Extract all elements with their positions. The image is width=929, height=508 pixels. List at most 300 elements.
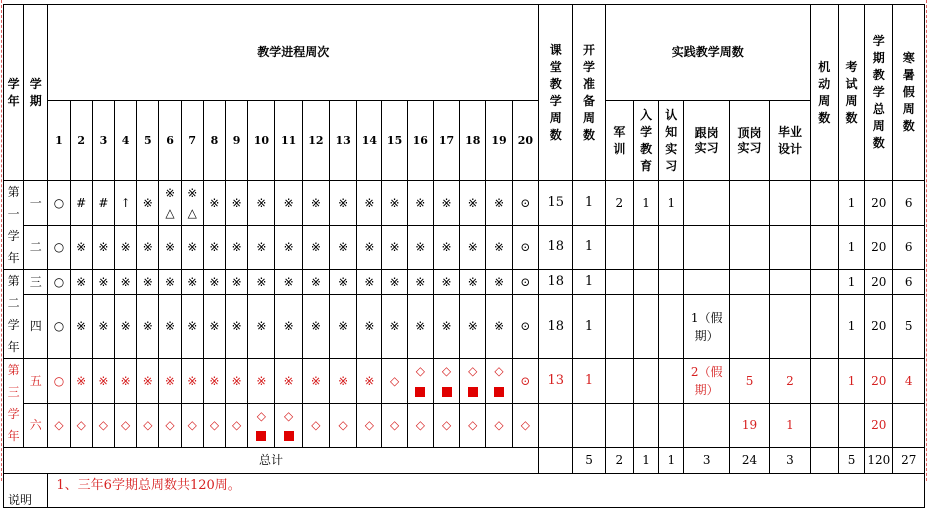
total-follow-post: 3 xyxy=(684,448,729,474)
term-graduation xyxy=(770,295,810,359)
week-symbol: ※ xyxy=(256,373,267,388)
week-symbol: ※ xyxy=(98,373,109,388)
week-cell xyxy=(302,181,329,226)
week-symbol: ◇ xyxy=(389,373,400,388)
week-cell xyxy=(433,295,459,359)
red-square-marker xyxy=(256,431,266,441)
term-top-post xyxy=(729,225,769,270)
totals-row xyxy=(4,448,925,474)
week-cell xyxy=(486,225,512,270)
term-prep: 1 xyxy=(573,225,605,270)
term-follow-post xyxy=(684,181,729,226)
week-symbol: ○ xyxy=(53,274,65,289)
term-cognition xyxy=(659,359,684,404)
week-cell xyxy=(433,270,459,295)
term-name: 四 xyxy=(24,295,48,359)
term-orientation xyxy=(633,225,658,270)
week-symbol: ※ xyxy=(283,319,294,334)
notes-row xyxy=(4,474,925,508)
week-symbol: ※ xyxy=(364,319,375,334)
year-char: 第 xyxy=(7,274,20,288)
term-class-weeks: 18 xyxy=(539,295,573,359)
week-cell xyxy=(302,225,329,270)
week-symbol: ※ xyxy=(415,319,426,334)
week-symbol: ※ xyxy=(338,373,349,388)
header-orientation: 入学教育 xyxy=(633,101,658,181)
week-cell xyxy=(248,359,275,404)
week-cell xyxy=(226,225,248,270)
week-cell xyxy=(357,359,382,404)
week-symbol: ⊙ xyxy=(520,319,531,334)
week-symbol: ※ xyxy=(142,373,153,388)
term-orientation xyxy=(633,270,658,295)
week-cell xyxy=(115,295,137,359)
week-cell xyxy=(275,225,302,270)
week-symbol: # xyxy=(98,195,109,210)
week-number: 13 xyxy=(329,101,356,181)
week-symbol: ※ xyxy=(493,319,505,334)
week-symbol: ※ xyxy=(231,240,242,255)
term-total: 20 xyxy=(865,295,893,359)
term-exam: 1 xyxy=(838,181,864,226)
week-symbol: ※ xyxy=(441,319,452,334)
week-cell xyxy=(70,295,92,359)
term-prep: 1 xyxy=(573,295,605,359)
term-military: 2 xyxy=(605,181,633,226)
week-cell xyxy=(159,225,181,270)
week-cell xyxy=(181,270,203,295)
week-cell xyxy=(486,359,512,404)
week-cell xyxy=(382,270,407,295)
week-symbol: ◇ xyxy=(283,408,294,423)
week-symbol: ※ xyxy=(164,373,176,388)
term-vacation xyxy=(893,404,925,448)
year-label xyxy=(4,359,24,448)
term-military xyxy=(605,225,633,270)
week-symbol: ※ xyxy=(310,274,321,289)
notes-text: 1、三年6学期总周数共120周。 xyxy=(48,474,925,508)
header-graduation: 毕业设计 xyxy=(770,101,810,181)
week-cell xyxy=(329,359,356,404)
term-row xyxy=(4,270,925,295)
header-vacation: 寒暑假周数 xyxy=(893,5,925,181)
term-flex xyxy=(810,270,838,295)
term-graduation xyxy=(770,270,810,295)
term-vacation: 4 xyxy=(893,359,925,404)
term-row xyxy=(4,359,925,404)
term-row xyxy=(4,225,925,270)
week-cell xyxy=(70,270,92,295)
total-cognition: 1 xyxy=(659,448,684,474)
term-vacation: 6 xyxy=(893,225,925,270)
term-graduation: 1 xyxy=(770,404,810,448)
week-cell xyxy=(92,295,114,359)
week-number: 2 xyxy=(70,101,92,181)
week-cell xyxy=(137,270,159,295)
week-symbol: ※ xyxy=(283,373,294,388)
week-cell xyxy=(512,225,538,270)
term-military xyxy=(605,404,633,448)
term-class-weeks: 13 xyxy=(539,359,573,404)
week-symbol: ※ xyxy=(164,274,176,289)
week-symbol: ※ xyxy=(389,240,400,255)
week-cell xyxy=(203,270,225,295)
term-name: 六 xyxy=(24,404,48,448)
week-cell xyxy=(486,181,512,226)
week-symbol: ◇ xyxy=(54,418,64,433)
week-cell xyxy=(275,295,302,359)
week-cell xyxy=(512,181,538,226)
week-symbol: ◇ xyxy=(256,408,266,423)
week-symbol: ※ xyxy=(209,319,220,334)
week-symbol: ※ xyxy=(164,185,176,200)
year-char: 年 xyxy=(7,251,20,265)
week-cell xyxy=(512,295,538,359)
year-char: 三 xyxy=(7,385,20,399)
total-top-post: 24 xyxy=(729,448,769,474)
week-cell xyxy=(329,270,356,295)
week-symbol: ※ xyxy=(256,274,267,289)
week-symbol: ※ xyxy=(467,240,478,255)
week-cell xyxy=(203,359,225,404)
year-char: 学 xyxy=(7,229,20,243)
week-cell xyxy=(275,270,302,295)
week-cell xyxy=(115,404,137,448)
week-cell xyxy=(407,295,433,359)
week-cell xyxy=(115,181,137,226)
term-flex xyxy=(810,225,838,270)
week-number: 6 xyxy=(159,101,181,181)
week-symbol: ◇ xyxy=(121,418,131,433)
week-symbol: ※ xyxy=(98,319,109,334)
week-symbol: ※ xyxy=(231,274,242,289)
term-name: 一 xyxy=(24,181,48,226)
week-cell xyxy=(92,181,114,226)
header-progress: 教学进程周次 xyxy=(48,5,539,101)
week-cell xyxy=(357,181,382,226)
term-exam: 1 xyxy=(838,295,864,359)
week-cell xyxy=(329,181,356,226)
header-flex: 机动周数 xyxy=(810,5,838,181)
week-symbol: ◇ xyxy=(415,418,425,433)
total-vacation: 27 xyxy=(893,448,925,474)
week-cell xyxy=(407,225,433,270)
week-symbol: ※ xyxy=(338,195,349,210)
red-square-marker xyxy=(442,387,452,397)
week-symbol: ※ xyxy=(364,195,375,210)
term-total: 20 xyxy=(865,225,893,270)
week-symbol: ※ xyxy=(493,195,505,210)
header-practice: 实践教学周数 xyxy=(605,5,810,101)
week-cell xyxy=(357,404,382,448)
header-total-weeks: 学期教学总周数 xyxy=(865,5,893,181)
total-flex xyxy=(810,448,838,474)
week-cell xyxy=(382,404,407,448)
week-symbol: ◇ xyxy=(338,418,348,433)
week-cell xyxy=(203,181,225,226)
term-vacation: 6 xyxy=(893,270,925,295)
term-name: 二 xyxy=(24,225,48,270)
term-exam: 1 xyxy=(838,270,864,295)
week-cell xyxy=(302,270,329,295)
week-symbol: △ xyxy=(165,205,175,220)
week-symbol: ◇ xyxy=(165,418,175,433)
term-graduation xyxy=(770,225,810,270)
term-cognition xyxy=(659,295,684,359)
notes-label: 说明 xyxy=(4,474,48,508)
term-flex xyxy=(810,404,838,448)
week-symbol: ※ xyxy=(164,319,176,334)
week-cell xyxy=(460,270,486,295)
week-symbol: ◇ xyxy=(98,418,109,433)
week-cell xyxy=(48,270,70,295)
term-cognition xyxy=(659,404,684,448)
week-cell xyxy=(382,359,407,404)
year-char: 一 xyxy=(7,207,20,221)
week-cell xyxy=(115,359,137,404)
week-number: 15 xyxy=(382,101,407,181)
week-symbol: ※ xyxy=(98,240,109,255)
week-cell xyxy=(357,295,382,359)
week-cell xyxy=(137,225,159,270)
week-symbol: ※ xyxy=(364,240,375,255)
week-cell xyxy=(92,404,114,448)
week-symbol: ◇ xyxy=(468,418,478,433)
week-symbol: ※ xyxy=(98,274,109,289)
week-cell xyxy=(137,404,159,448)
week-cell xyxy=(357,225,382,270)
header-year: 学年 xyxy=(4,5,24,181)
week-cell xyxy=(512,270,538,295)
week-cell xyxy=(248,404,275,448)
term-exam: 1 xyxy=(838,225,864,270)
week-symbol: ◇ xyxy=(76,418,86,433)
total-total: 120 xyxy=(865,448,893,474)
week-cell xyxy=(460,295,486,359)
week-cell xyxy=(382,225,407,270)
week-symbol: ※ xyxy=(76,319,87,334)
week-cell xyxy=(329,404,356,448)
term-military xyxy=(605,359,633,404)
year-label xyxy=(4,181,24,270)
week-cell xyxy=(48,404,70,448)
week-number: 20 xyxy=(512,101,538,181)
week-cell xyxy=(226,295,248,359)
red-square-marker xyxy=(468,387,478,397)
term-cognition xyxy=(659,225,684,270)
week-number: 9 xyxy=(226,101,248,181)
week-cell xyxy=(48,181,70,226)
week-cell xyxy=(248,181,275,226)
week-cell xyxy=(433,181,459,226)
week-cell xyxy=(181,404,203,448)
week-number: 8 xyxy=(203,101,225,181)
week-symbol: ◇ xyxy=(468,364,478,379)
week-cell xyxy=(460,359,486,404)
week-number: 19 xyxy=(486,101,512,181)
week-symbol: ※ xyxy=(389,274,400,289)
week-cell xyxy=(302,404,329,448)
week-cell xyxy=(203,404,225,448)
week-symbol: ※ xyxy=(467,195,478,210)
week-symbol: ○ xyxy=(53,240,65,255)
week-symbol: ○ xyxy=(53,319,65,334)
week-symbol: ○ xyxy=(53,195,65,210)
week-symbol: △ xyxy=(187,205,197,220)
week-cell xyxy=(407,404,433,448)
week-cell xyxy=(137,181,159,226)
week-cell xyxy=(159,404,181,448)
week-cell xyxy=(203,295,225,359)
term-prep: 1 xyxy=(573,359,605,404)
week-cell xyxy=(302,359,329,404)
term-total: 20 xyxy=(865,270,893,295)
term-row xyxy=(4,404,925,448)
week-cell xyxy=(248,270,275,295)
week-cell xyxy=(181,295,203,359)
week-cell xyxy=(70,359,92,404)
week-symbol: ※ xyxy=(467,274,478,289)
header-exam: 考试周数 xyxy=(838,5,864,181)
year-char: 第 xyxy=(7,185,20,199)
week-cell xyxy=(460,404,486,448)
term-total: 20 xyxy=(865,181,893,226)
term-orientation xyxy=(633,404,658,448)
week-symbol: ※ xyxy=(76,240,87,255)
week-symbol: ※ xyxy=(415,240,426,255)
week-symbol: ○ xyxy=(53,373,65,388)
week-number: 4 xyxy=(115,101,137,181)
week-symbol: ※ xyxy=(310,195,321,210)
week-cell xyxy=(433,225,459,270)
week-cell xyxy=(226,359,248,404)
week-cell xyxy=(115,225,137,270)
teaching-schedule-table xyxy=(3,4,925,508)
week-symbol: ※ xyxy=(120,319,131,334)
week-symbol: ※ xyxy=(415,274,426,289)
term-vacation: 5 xyxy=(893,295,925,359)
week-cell xyxy=(226,270,248,295)
week-symbol: ◇ xyxy=(232,418,242,433)
week-symbol: ⊙ xyxy=(520,274,531,289)
week-symbol: ※ xyxy=(256,195,267,210)
total-graduation: 3 xyxy=(770,448,810,474)
term-military xyxy=(605,295,633,359)
week-symbol: ※ xyxy=(120,274,131,289)
week-cell xyxy=(329,225,356,270)
week-cell xyxy=(70,225,92,270)
term-top-post xyxy=(729,181,769,226)
week-cell xyxy=(159,359,181,404)
term-vacation: 6 xyxy=(893,181,925,226)
year-char: 学 xyxy=(7,407,20,421)
term-graduation xyxy=(770,181,810,226)
week-cell xyxy=(115,270,137,295)
week-symbol: ※ xyxy=(493,240,505,255)
week-cell xyxy=(407,270,433,295)
week-symbol: ※ xyxy=(209,195,220,210)
week-symbol: ※ xyxy=(142,274,153,289)
term-exam: 1 xyxy=(838,359,864,404)
week-symbol: ※ xyxy=(76,373,87,388)
week-cell xyxy=(159,270,181,295)
week-symbol: ◇ xyxy=(364,418,374,433)
week-symbol: ※ xyxy=(415,195,426,210)
week-cell xyxy=(460,225,486,270)
week-symbol: ※ xyxy=(187,319,198,334)
week-symbol: ◇ xyxy=(441,364,452,379)
term-follow-post xyxy=(684,225,729,270)
total-prep: 5 xyxy=(573,448,605,474)
term-graduation: 2 xyxy=(770,359,810,404)
week-symbol: ◇ xyxy=(143,418,153,433)
week-number: 18 xyxy=(460,101,486,181)
week-cell xyxy=(486,270,512,295)
week-cell xyxy=(48,225,70,270)
week-symbol: ※ xyxy=(364,274,375,289)
term-class-weeks: 15 xyxy=(539,181,573,226)
total-exam: 5 xyxy=(838,448,864,474)
week-cell xyxy=(302,295,329,359)
week-symbol: ⊙ xyxy=(520,195,531,210)
week-symbol: ※ xyxy=(187,274,198,289)
term-follow-post: 2（假期） xyxy=(684,359,729,404)
week-symbol: ※ xyxy=(209,240,220,255)
week-symbol: ※ xyxy=(209,274,220,289)
week-cell xyxy=(433,404,459,448)
week-cell xyxy=(486,295,512,359)
term-name: 五 xyxy=(24,359,48,404)
header-term: 学期 xyxy=(24,5,48,181)
week-symbol: ※ xyxy=(310,373,321,388)
term-military xyxy=(605,270,633,295)
term-top-post: 19 xyxy=(729,404,769,448)
term-prep: 1 xyxy=(573,270,605,295)
term-cognition: 1 xyxy=(659,181,684,226)
term-orientation: 1 xyxy=(633,181,658,226)
week-cell xyxy=(70,181,92,226)
week-symbol: ※ xyxy=(256,319,267,334)
year-char: 年 xyxy=(7,429,20,443)
term-class-weeks xyxy=(539,404,573,448)
week-cell xyxy=(357,270,382,295)
term-top-post: 5 xyxy=(729,359,769,404)
week-symbol: ※ xyxy=(338,274,349,289)
header-prep-weeks: 开学准备周数 xyxy=(573,5,605,181)
week-symbol: ※ xyxy=(142,195,153,210)
header-cognition: 认知实习 xyxy=(659,101,684,181)
week-symbol: ↑ xyxy=(120,195,131,210)
week-symbol: ◇ xyxy=(209,418,220,433)
week-symbol: ※ xyxy=(209,373,220,388)
week-cell xyxy=(275,359,302,404)
week-symbol: ※ xyxy=(338,319,349,334)
week-symbol: ※ xyxy=(187,240,198,255)
term-flex xyxy=(810,295,838,359)
week-symbol: ※ xyxy=(187,185,198,200)
week-symbol: ※ xyxy=(231,195,242,210)
week-cell xyxy=(382,295,407,359)
week-symbol: ◇ xyxy=(520,418,530,433)
term-follow-post: 1（假期） xyxy=(684,295,729,359)
week-symbol: ※ xyxy=(231,373,242,388)
week-symbol: ※ xyxy=(338,240,349,255)
week-cell xyxy=(203,225,225,270)
week-symbol: ※ xyxy=(493,274,505,289)
week-cell xyxy=(460,181,486,226)
week-symbol: ※ xyxy=(120,240,131,255)
week-symbol: ※ xyxy=(231,319,242,334)
